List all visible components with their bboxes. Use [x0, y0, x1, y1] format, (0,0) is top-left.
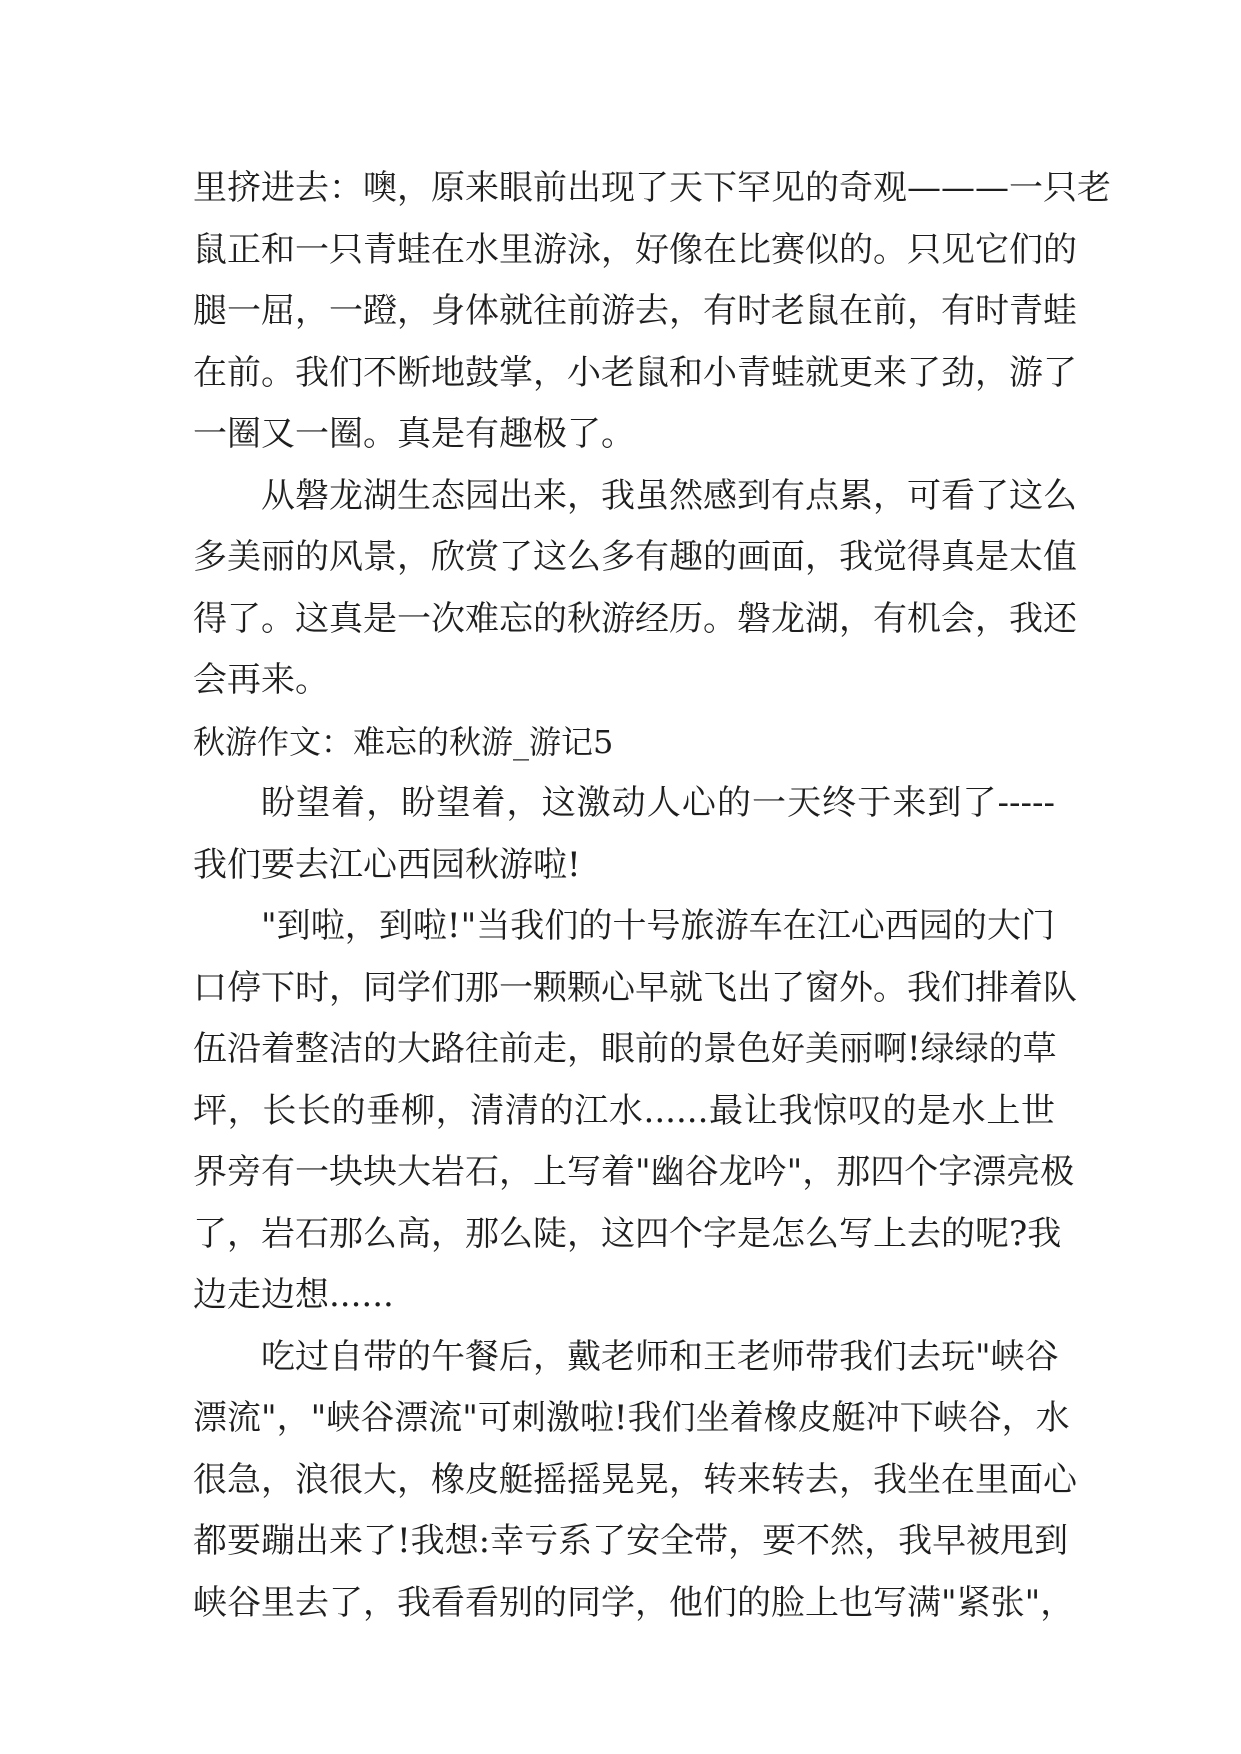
text-line: 一圈又一圈。真是有趣极了。: [193, 414, 635, 454]
text-line: 吃过自带的午餐后，戴老师和王老师带我们去玩"峡谷: [261, 1336, 1059, 1377]
essay-body: [193, 158, 1111, 1634]
text-line: 漂流"，"峡谷漂流"可刺激啦!我们坐着橡皮艇冲下峡谷，水: [193, 1398, 1070, 1438]
text-line: 从磐龙湖生态园出来，我虽然感到有点累，可看了这么: [261, 475, 1077, 516]
text-line: 鼠正和一只青蛙在水里游泳，好像在比赛似的。只见它们的: [193, 229, 1077, 270]
text-line: 峡谷里去了，我看看别的同学，他们的脸上也写满"紧张"，: [193, 1582, 1075, 1623]
paragraph-leaving-park: [193, 466, 1077, 712]
text-line: 了，岩石那么高，那么陡，这四个字是怎么写上去的呢?我: [193, 1213, 1062, 1254]
text-line: 得了。这真是一次难忘的秋游经历。磐龙湖，有机会，我还: [193, 598, 1077, 639]
text-line: 伍沿着整洁的大路往前走，眼前的景色好美丽啊!绿绿的草: [193, 1029, 1057, 1069]
text-line: 会再来。: [193, 660, 329, 700]
paragraph-anticipation: [193, 773, 1055, 896]
essay-heading: [193, 712, 1055, 774]
text-line: 界旁有一块块大岩石，上写着"幽谷龙吟"，那四个字漂亮极: [193, 1152, 1075, 1192]
text-line: 多美丽的风景，欣赏了这么多有趣的画面，我觉得真是太值: [193, 537, 1077, 577]
paragraph-rafting: [193, 1327, 1077, 1635]
text-line: 坪，长长的垂柳，清清的江水......最让我惊叹的是水上世: [193, 1090, 1055, 1131]
text-line: 里挤进去：噢，原来眼前出现了天下罕见的奇观———一只老: [193, 168, 1111, 208]
text-line: 腿一屈，一蹬，身体就往前游去，有时老鼠在前，有时青蛙: [193, 291, 1077, 331]
text-line: 很急，浪很大，橡皮艇摇摇晃晃，转来转去，我坐在里面心: [193, 1459, 1077, 1500]
paragraph-arrival: [193, 896, 1077, 1327]
text-line: 在前。我们不断地鼓掌，小老鼠和小青蛙就更来了劲，游了: [193, 352, 1077, 393]
text-line: 盼望着，盼望着，这激动人心的一天终于来到了-----: [261, 783, 1055, 823]
text-line: 口停下时，同学们那一颗颗心早就飞出了窗外。我们排着队: [193, 967, 1077, 1008]
text-line: "到啦，到啦!"当我们的十号旅游车在江心西园的大门: [261, 906, 1055, 946]
text-line: 我们要去江心西园秋游啦!: [193, 844, 581, 885]
paragraph-continuation: [193, 158, 1111, 466]
text-line: 都要蹦出来了!我想:幸亏系了安全带，要不然，我早被甩到: [193, 1521, 1069, 1561]
essay-title: 秋游作文：难忘的秋游_游记5: [193, 722, 614, 761]
text-line: 边走边想......: [193, 1275, 394, 1315]
